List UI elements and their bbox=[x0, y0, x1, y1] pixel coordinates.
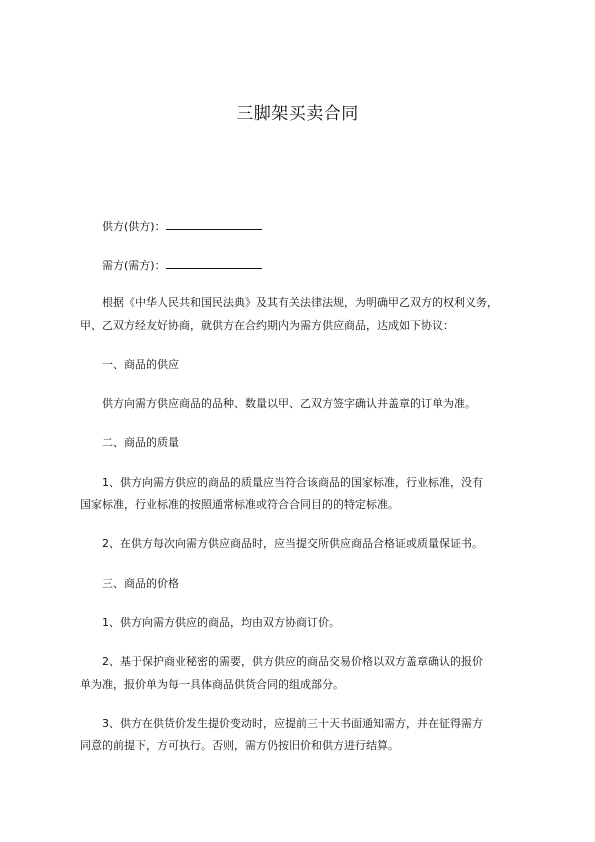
buyer-line bbox=[102, 257, 262, 273]
buyer-blank-field bbox=[166, 257, 262, 269]
section3-item2-line-1: 2、基于保护商业秘密的需要，供方供应的商品交易价格以双方盖章确认的报价 bbox=[102, 655, 483, 668]
preamble-line-2: 甲、乙双方经友好协商，就供方在合约期内为需方供应商品，达成如下协议： bbox=[80, 319, 454, 332]
section2-item1-line-1: 1、供方向需方供应的商品的质量应当符合该商品的国家标准，行业标准，没有 bbox=[102, 476, 483, 489]
section1-paragraph: 供方向需方供应商品的品种、数量以甲、乙双方签字确认并盖章的订单为准。 bbox=[102, 397, 476, 410]
section3-item1: 1、供方向需方供应的商品，均由双方协商订价。 bbox=[102, 616, 340, 629]
supplier-label: 供方(供方)： bbox=[102, 220, 166, 233]
section3-item3-line-2: 同意的前提下，方可执行。否则，需方仍按旧价和供方进行结算。 bbox=[80, 739, 399, 752]
preamble-line-1: 根据《中华人民共和国民法典》及其有关法律法规，为明确甲乙双方的权利义务， bbox=[102, 296, 498, 309]
document-title: 三脚架买卖合同 bbox=[236, 104, 359, 124]
section3-heading: 三、商品的价格 bbox=[102, 577, 179, 590]
section1-heading: 一、商品的供应 bbox=[102, 358, 179, 371]
section3-item2-line-2: 单为准，报价单为每一具体商品供货合同的组成部分。 bbox=[80, 678, 344, 691]
buyer-label: 需方(需方)： bbox=[102, 259, 166, 272]
section2-item2: 2、在供方每次向需方供应商品时，应当提交所供应商品合格证或质量保证书。 bbox=[102, 537, 483, 550]
supplier-blank-field bbox=[166, 218, 262, 230]
section2-heading: 二、商品的质量 bbox=[102, 436, 179, 449]
section2-item1-line-2: 国家标准，行业标准的按照通常标准或符合合同目的的特定标准。 bbox=[80, 498, 399, 511]
supplier-line bbox=[102, 218, 262, 234]
section3-item3-line-1: 3、供方在供货价发生提价变动时，应提前三十天书面通知需方，并在征得需方 bbox=[102, 717, 483, 730]
